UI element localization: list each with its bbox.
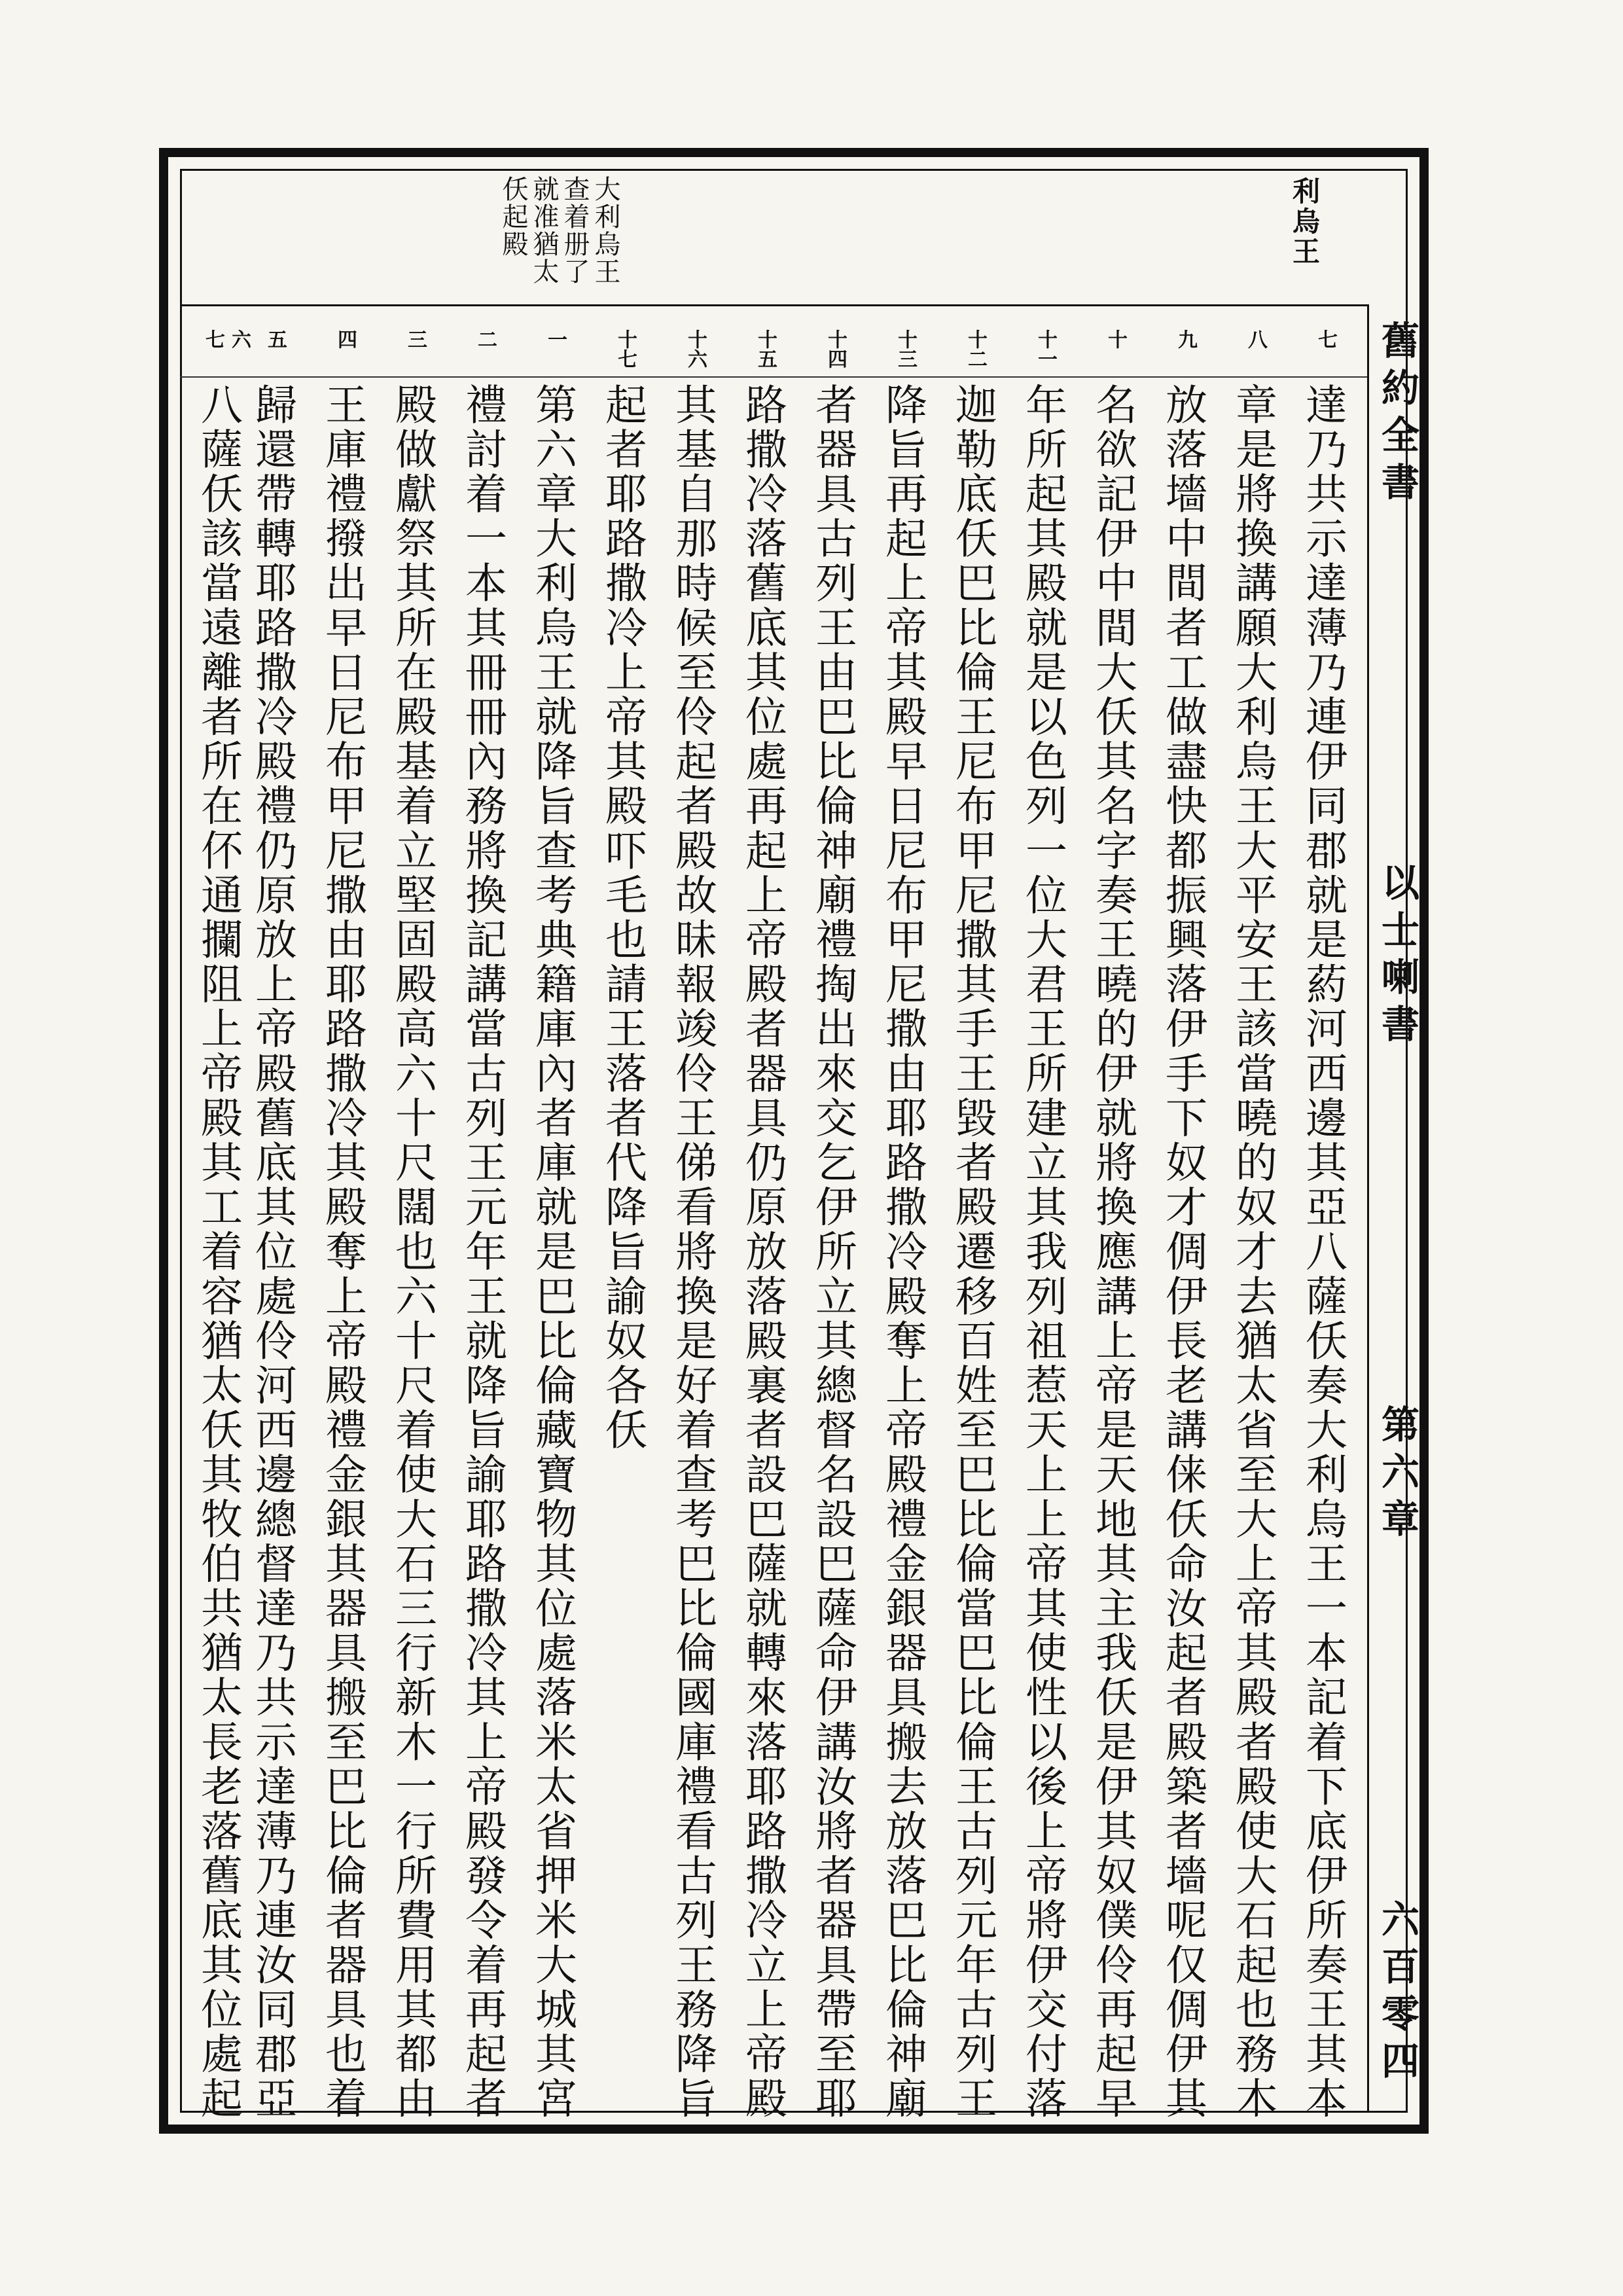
text-column: 迦勒底仸巴比倫王尼布甲尼撒其手王毀者殿遷移百姓至巴比倫當巴比倫王古列元年古列王 <box>948 383 997 2121</box>
verse-marker: 三 <box>404 329 427 349</box>
text-column: 降旨再起上帝其殿早日尼布甲尼撒由耶路撒冷殿奪上帝殿禮金銀器具搬去放落巴比倫神廟 <box>878 383 927 2121</box>
verse-marker: 十 <box>1104 329 1127 349</box>
text-column: 達乃共示達薄乃連伊同郡就是葯河西邊其亞八薩仸奏大利烏王一本記着下底伊所奏王其本 <box>1298 383 1347 2121</box>
text-column: 第六章大利烏王就降旨查考典籍庫內者庫就是巴比倫藏寶物其位處落米太省押米大城其宮 <box>528 383 577 2121</box>
verse-marker: 七 <box>1314 329 1337 349</box>
header-divider <box>180 304 1367 306</box>
book-name: 以士喇書 <box>1375 863 1419 1051</box>
text-column: 起者耶路撒冷上帝其殿吓毛也請王落者代降旨諭奴各仸 <box>598 383 647 1453</box>
verse-marker: 五 <box>264 329 287 349</box>
verse-marker: 一 <box>544 329 567 349</box>
chapter-heading: 第六章 <box>1375 1405 1419 1546</box>
text-column: 名欲記伊中間大仸其名字奏王曉的伊就將換應講上帝是天地其主我仸是伊其奴僕伶再起早 <box>1088 383 1137 2121</box>
verse-marker: 十一 <box>1034 329 1057 368</box>
text-column: 年所起其殿就是以色列一位大君王所建立其我列祖惹天上上帝其使性以後上帝將伊交付落 <box>1018 383 1067 2121</box>
text-column: 禮討着一本其冊冊內務將換記講當古列王元年王就降旨諭耶路撒冷其上帝殿發令着再起者 <box>458 383 507 2121</box>
verse-marker: 七 <box>202 329 224 349</box>
gloss-note: 就准猶太 <box>529 175 559 285</box>
title-column <box>1375 321 1419 2088</box>
verse-marker: 十三 <box>894 329 917 368</box>
verse-marker: 十六 <box>684 329 707 368</box>
text-column: 路撒冷落舊底其位處再起上帝殿者器具仍原放落殿裏者設巴薩就轉來落耶路撒冷立上帝殿 <box>738 383 787 2121</box>
verse-marker: 四 <box>334 329 357 349</box>
gloss-note: 查着册了 <box>560 175 590 285</box>
text-column: 歸還帶轉耶路撒冷殿禮仍原放上帝殿舊底其位處伶河西邊總督達乃共示達薄乃連汝同郡亞 <box>248 383 296 2121</box>
title-column-divider <box>1367 304 1369 2113</box>
text-column: 八薩仸該當遠離者所在伓通攔阻上帝殿其工着容猶太仸其牧伯共猶太長老落舊底其位處起 <box>194 383 242 2121</box>
verse-number-divider <box>180 376 1367 378</box>
running-head: 利烏王 <box>1289 177 1321 267</box>
verse-marker: 六 <box>228 329 251 349</box>
gloss-note: 仸起殿 <box>498 175 528 258</box>
text-column: 其基自那時候至伶起者殿故昧報竣伶王俤看將換是好着查考巴比倫國庫禮看古列王務降旨 <box>668 383 717 2121</box>
verse-marker: 九 <box>1174 329 1197 349</box>
text-column: 殿做獻祭其所在殿基着立堅固殿高六十尺闊也六十尺着使大石三行新木一行所費用其都由 <box>388 383 437 2121</box>
text-column: 王庫禮撥出早日尼布甲尼撒由耶路撒冷其殿奪上帝殿禮金銀其器具搬至巴比倫者器具也着 <box>318 383 366 2121</box>
verse-marker: 十五 <box>754 329 777 368</box>
verse-marker: 十四 <box>824 329 847 368</box>
verse-marker: 八 <box>1244 329 1267 349</box>
verse-marker: 十二 <box>964 329 987 368</box>
verse-marker: 二 <box>474 329 497 349</box>
page-number: 六百零四 <box>1375 1899 1419 2088</box>
text-column: 放落墻中間者工做盡快都振興落伊手下奴才倜伊長老講俫仸命汝起者殿築者墻呢仅倜伊其 <box>1158 383 1207 2121</box>
text-column: 者器具古列王由巴比倫神廟禮掏出來交乞伊所立其總督名設巴薩命伊講汝將者器具帶至耶 <box>808 383 857 2121</box>
book-title: 舊約全書 <box>1375 321 1419 509</box>
gloss-note: 大利烏王 <box>590 175 620 285</box>
text-column: 章是將換講願大利烏王大平安王該當曉的奴才去猶太省至大上帝其殿者殿使大石起也務木 <box>1228 383 1277 2121</box>
verse-marker: 十七 <box>614 329 637 368</box>
